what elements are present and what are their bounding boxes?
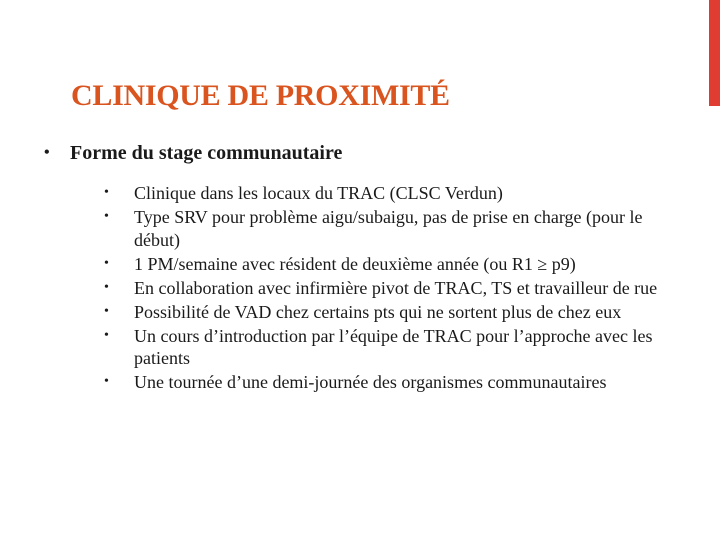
bullet-dot-icon: • xyxy=(104,255,109,271)
sub-bullet-text: Un cours d’introduction par l’équipe de TRAC pour l’approche avec les patients xyxy=(134,325,653,368)
sub-bullet xyxy=(104,301,684,324)
bullet-dot-icon: • xyxy=(104,303,109,319)
sub-bullet xyxy=(104,182,684,205)
sub-bullet-text: Clinique dans les locaux du TRAC (CLSC Verdun) xyxy=(134,183,503,203)
accent-bar xyxy=(709,0,720,106)
sub-bullet-text: Type SRV pour problème aigu/subaigu, pas de prise en charge (pour le début) xyxy=(134,207,643,250)
bullet-dot-icon: • xyxy=(104,185,109,200)
sub-bullet xyxy=(104,277,684,300)
bullet-dot-icon: • xyxy=(44,144,50,161)
sub-bullet-text: 1 PM/semaine avec résident de deuxième année (ou R1 ≥ p9) xyxy=(134,253,576,274)
main-bullet-text: Forme du stage communautaire xyxy=(70,142,343,164)
sub-bullet xyxy=(104,325,684,370)
sub-bullet xyxy=(104,206,684,251)
sub-bullet-list xyxy=(104,182,684,395)
bullet-dot-icon: • xyxy=(104,209,109,224)
sub-bullet xyxy=(104,371,684,394)
sub-bullet xyxy=(104,253,684,276)
sub-bullet-text: Une tournée d’une demi-journée des organismes communautaires xyxy=(134,372,607,392)
bullet-list xyxy=(44,140,684,392)
bullet-dot-icon: • xyxy=(104,374,109,389)
slide-title: CLINIQUE DE PROXIMITÉ xyxy=(71,79,450,112)
main-bullet xyxy=(44,140,684,166)
sub-bullet-text: Possibilité de VAD chez certains pts qui ne sortent plus de chez eux xyxy=(134,301,622,322)
bullet-dot-icon: • xyxy=(104,327,109,343)
sub-bullet-text: En collaboration avec infirmière pivot de TRAC, TS et travailleur de rue xyxy=(134,277,658,298)
bullet-dot-icon: • xyxy=(104,279,109,295)
